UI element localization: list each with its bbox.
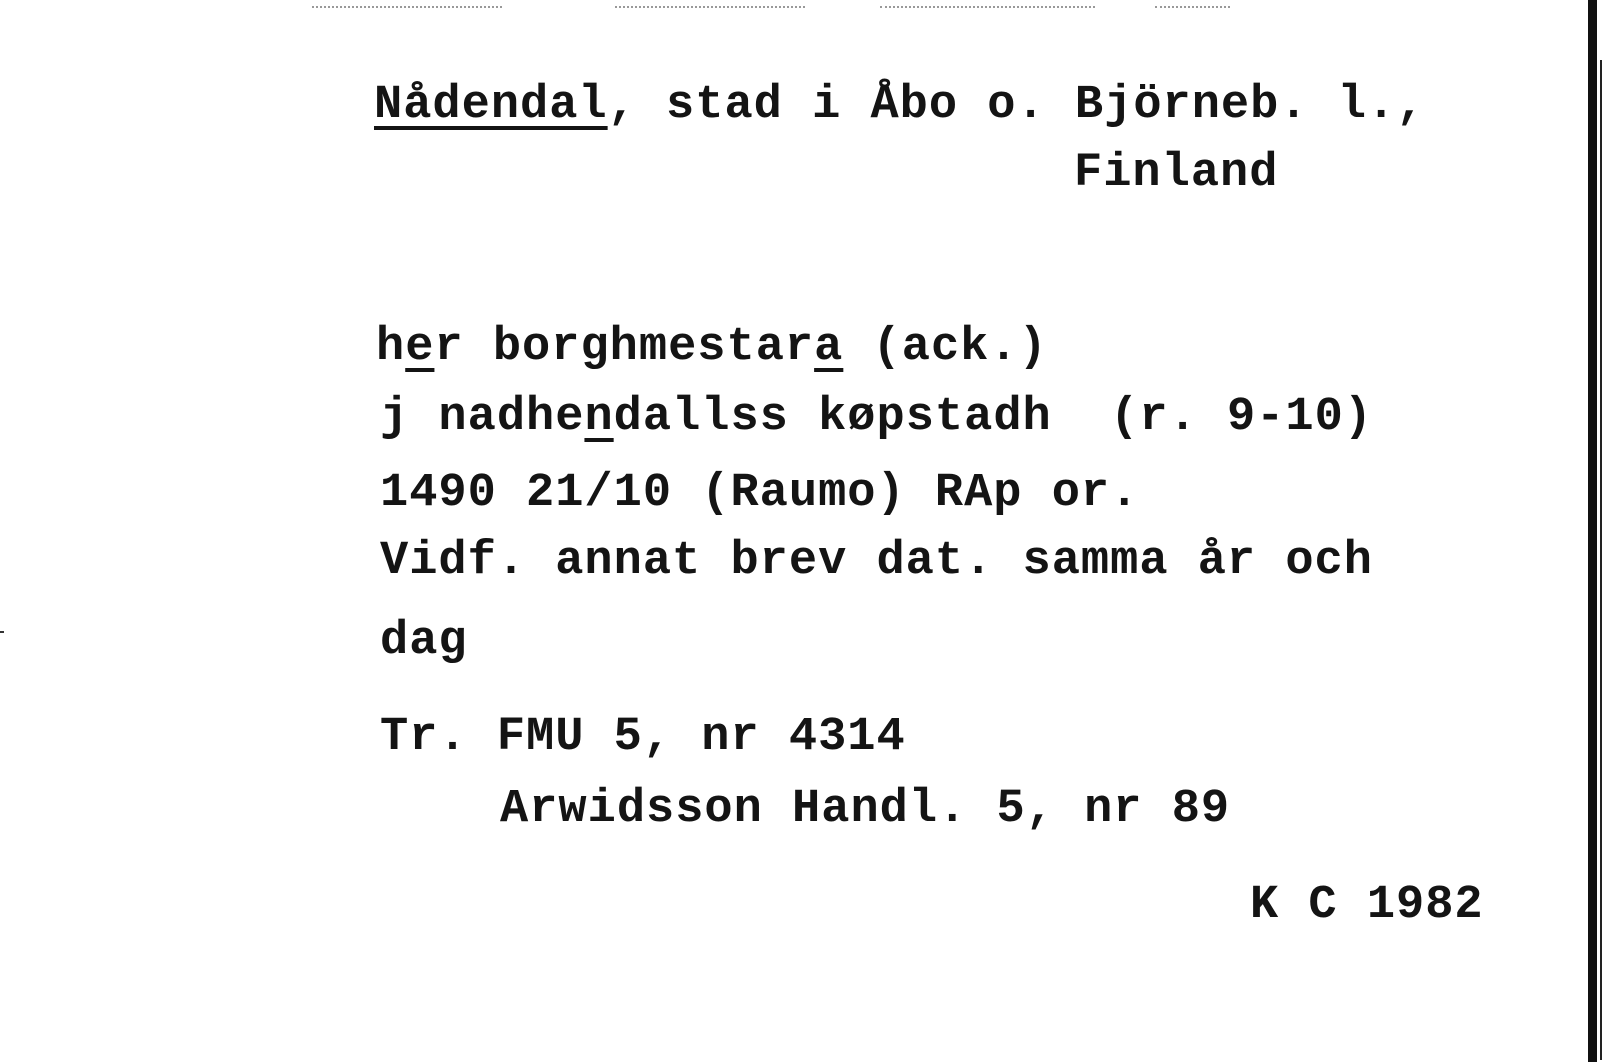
quote-text: h — [376, 321, 406, 374]
reference-line-1: Tr. FMU 5, nr 4314 — [380, 711, 906, 764]
note-line-2: dag — [380, 615, 468, 668]
quote-line-1 — [376, 320, 1048, 376]
quote-underlined: a — [814, 321, 844, 374]
place-name: Nådendal — [374, 79, 608, 132]
card-heading — [374, 78, 1425, 134]
quote-text: dallss køpstadh (r. 9-10) — [613, 391, 1373, 444]
quote-text: r borghmestar — [434, 321, 815, 374]
quote-line-2 — [380, 390, 1373, 446]
note-line-1: Vidf. annat brev dat. samma år och — [380, 535, 1373, 588]
quote-underlined: n — [584, 391, 614, 444]
scan-speck — [1155, 6, 1230, 11]
scan-speck — [615, 6, 805, 11]
quote-text: j nadhe — [380, 391, 585, 444]
scan-speck — [880, 6, 1095, 11]
signature: K C 1982 — [1250, 879, 1484, 932]
scan-speck — [312, 6, 502, 11]
source-line: 1490 21/10 (Raumo) RAp or. — [380, 467, 1140, 520]
card-edge — [1588, 0, 1597, 1062]
reference-line-2: Arwidsson Handl. 5, nr 89 — [500, 783, 1231, 836]
card-edge-shadow — [1600, 60, 1602, 1060]
quote-text: (ack.) — [843, 321, 1048, 374]
country: Finland — [1074, 147, 1279, 200]
quote-underlined: e — [405, 321, 435, 374]
scan-mark — [0, 631, 4, 633]
place-description: , stad i Åbo o. Björneb. l., — [607, 79, 1426, 132]
